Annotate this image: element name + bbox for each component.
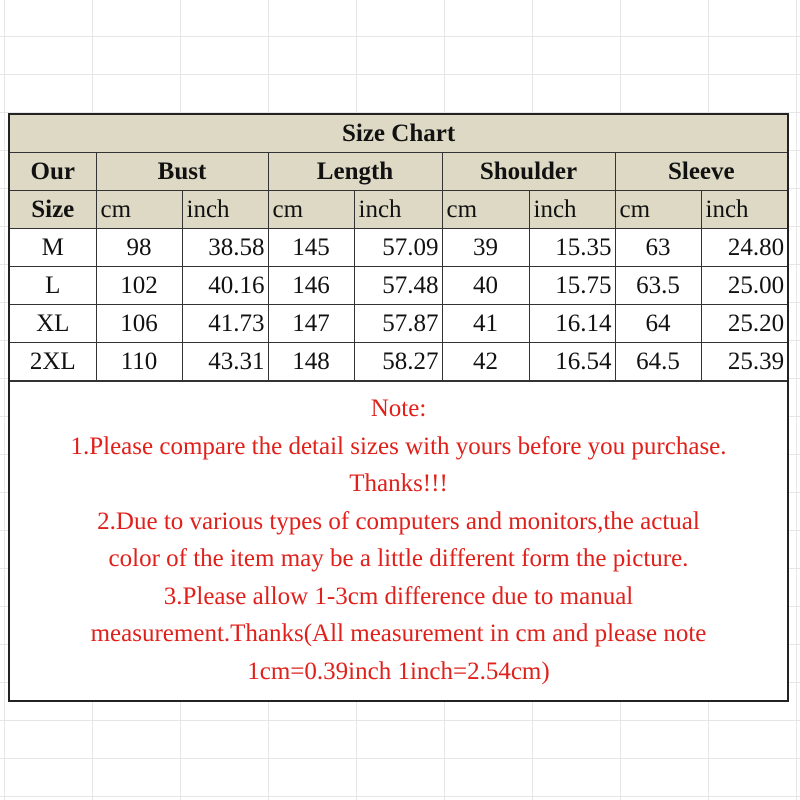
sleeve-cm-header: cm — [615, 191, 701, 229]
shoulder-inch-cell: 16.14 — [529, 305, 615, 343]
note-line: 2.Due to various types of computers and monitors,the actual — [97, 507, 700, 535]
sleeve-cm-cell: 64.5 — [615, 343, 701, 381]
sleeve-inch-cell: 25.00 — [701, 267, 787, 305]
length-inch-cell: 58.27 — [354, 343, 442, 381]
length-cm-cell: 146 — [268, 267, 354, 305]
sleeve-inch-cell: 25.20 — [701, 305, 787, 343]
sleeve-inch-cell: 25.39 — [701, 343, 787, 381]
bust-inch-cell: 41.73 — [182, 305, 268, 343]
length-inch-cell: 57.09 — [354, 229, 442, 267]
table-row — [10, 267, 787, 305]
sleeve-header: Sleeve — [615, 153, 787, 191]
bust-cm-header: cm — [96, 191, 182, 229]
sleeve-cm-cell: 63.5 — [615, 267, 701, 305]
size-label: 2XL — [10, 343, 96, 381]
chart-title: Size Chart — [10, 115, 787, 153]
size-table — [10, 115, 787, 381]
size-label: L — [10, 267, 96, 305]
bust-inch-header: inch — [182, 191, 268, 229]
length-cm-cell: 148 — [268, 343, 354, 381]
length-cm-cell: 147 — [268, 305, 354, 343]
shoulder-inch-cell: 15.35 — [529, 229, 615, 267]
length-cm-header: cm — [268, 191, 354, 229]
shoulder-cm-cell: 39 — [442, 229, 529, 267]
sleeve-inch-cell: 24.80 — [701, 229, 787, 267]
sleeve-inch-header: inch — [701, 191, 787, 229]
unit-header-row — [10, 191, 787, 229]
sleeve-cm-cell: 63 — [615, 229, 701, 267]
note-line: 1cm=0.39inch 1inch=2.54cm) — [247, 657, 550, 685]
table-row — [10, 305, 787, 343]
bust-cm-cell: 106 — [96, 305, 182, 343]
length-inch-header: inch — [354, 191, 442, 229]
note-line: Thanks!!! — [349, 470, 448, 497]
shoulder-cm-cell: 42 — [442, 343, 529, 381]
bust-cm-cell: 110 — [96, 343, 182, 381]
length-cm-cell: 145 — [268, 229, 354, 267]
table-row — [10, 229, 787, 267]
note-line: measurement.Thanks(All measurement in cm and please note — [90, 620, 707, 647]
size-header-top: Our — [10, 153, 96, 191]
notes-heading: Note: — [370, 395, 427, 422]
length-inch-cell: 57.87 — [354, 305, 442, 343]
size-label: XL — [10, 305, 96, 343]
group-header-row — [10, 153, 787, 191]
note-line: 1.Please compare the detail sizes with yours before you purchase. — [70, 432, 727, 460]
size-label: M — [10, 229, 96, 267]
note-line: 3.Please allow 1-3cm difference due to manual — [163, 582, 634, 610]
size-chart — [8, 113, 789, 702]
bust-header: Bust — [96, 153, 268, 191]
shoulder-cm-cell: 40 — [442, 267, 529, 305]
shoulder-inch-cell: 15.75 — [529, 267, 615, 305]
shoulder-inch-cell: 16.54 — [529, 343, 615, 381]
shoulder-cm-cell: 41 — [442, 305, 529, 343]
shoulder-cm-header: cm — [442, 191, 529, 229]
notes-section — [10, 381, 787, 690]
shoulder-inch-header: inch — [529, 191, 615, 229]
sleeve-cm-cell: 64 — [615, 305, 701, 343]
bust-inch-cell: 38.58 — [182, 229, 268, 267]
bust-inch-cell: 40.16 — [182, 267, 268, 305]
length-inch-cell: 57.48 — [354, 267, 442, 305]
size-header-bottom: Size — [10, 191, 96, 229]
bust-cm-cell: 102 — [96, 267, 182, 305]
bust-cm-cell: 98 — [96, 229, 182, 267]
length-header: Length — [268, 153, 442, 191]
table-row — [10, 343, 787, 381]
note-line: color of the item may be a little different form the picture. — [108, 545, 689, 572]
title-row — [10, 115, 787, 153]
bust-inch-cell: 43.31 — [182, 343, 268, 381]
shoulder-header: Shoulder — [442, 153, 615, 191]
